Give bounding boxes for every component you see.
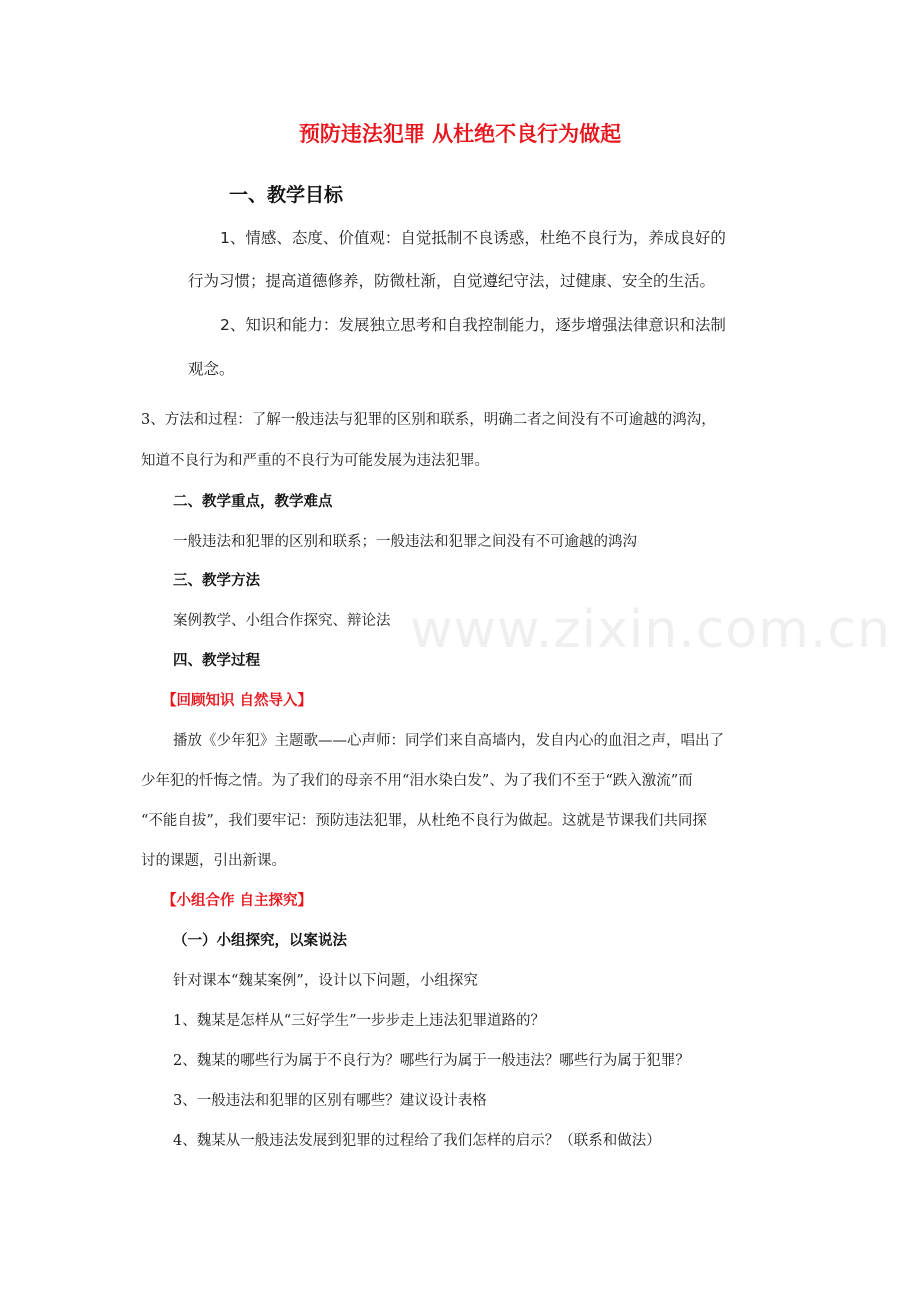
question-item: 2、魏某的哪些行为属于不良行为？哪些行为属于一般违法？哪些行为属于犯罪？ bbox=[173, 1053, 690, 1069]
intro-line3: “不能自拔”，我们要牢记：预防违法犯罪，从杜绝不良行为做起。这就是节课我们共同探 bbox=[141, 813, 707, 829]
goal2-line1: 2、知识和能力：发展独立思考和自我控制能力，逐步增强法律意识和法制 bbox=[220, 316, 726, 334]
watermark: www.zixin.com.cn bbox=[410, 600, 891, 660]
methods-text: 案例教学、小组合作探究、辩论法 bbox=[173, 613, 391, 629]
goal1-line2: 行为习惯；提高道德修养，防微杜渐，自觉遵纪守法，过健康、安全的生活。 bbox=[188, 272, 716, 290]
section-heading-focus: 二、教学重点，教学难点 bbox=[173, 494, 333, 510]
document-title: 预防违法犯罪 从杜绝不良行为做起 bbox=[298, 122, 622, 146]
group-label: 【小组合作 自主探究】 bbox=[162, 893, 313, 909]
review-label: 【回顾知识 自然导入】 bbox=[162, 693, 313, 709]
task-intro: 针对课本“魏某案例”，设计以下问题，小组探究 bbox=[173, 973, 478, 989]
focus-text: 一般违法和犯罪的区别和联系；一般违法和犯罪之间没有不可逾越的鸿沟 bbox=[173, 534, 637, 550]
question-item: 3、一般违法和犯罪的区别有哪些？建议设计表格 bbox=[173, 1093, 487, 1109]
section-heading-process: 四、教学过程 bbox=[173, 653, 260, 669]
section-heading-methods: 三、教学方法 bbox=[173, 573, 260, 589]
goal3-line2: 知道不良行为和严重的不良行为可能发展为违法犯罪。 bbox=[141, 453, 489, 469]
goal3-line1: 3、方法和过程：了解一般违法与犯罪的区别和联系，明确二者之间没有不可逾越的鸿沟， bbox=[141, 412, 716, 428]
question-item: 1、魏某是怎样从“三好学生”一步步走上违法犯罪道路的？ bbox=[173, 1013, 546, 1029]
sub-heading-group-inquiry: （一）小组探究，以案说法 bbox=[173, 933, 347, 949]
intro-line1: 播放《少年犯》主题歌——心声师：同学们来自高墙内，发自内心的血泪之声，唱出了 bbox=[173, 733, 724, 749]
goal2-line2: 观念。 bbox=[188, 360, 235, 378]
goal1-line1: 1、情感、态度、价值观：自觉抵制不良诱惑，杜绝不良行为，养成良好的 bbox=[220, 229, 726, 247]
intro-line2: 少年犯的忏悔之情。为了我们的母亲不用“泪水染白发”、为了我们不至于“跌入激流”而 bbox=[141, 773, 693, 789]
question-item: 4、魏某从一般违法发展到犯罪的过程给了我们怎样的启示？（联系和做法） bbox=[173, 1133, 661, 1149]
intro-line4: 讨的课题，引出新课。 bbox=[141, 853, 286, 869]
section-heading-goals: 一、教学目标 bbox=[229, 184, 344, 206]
